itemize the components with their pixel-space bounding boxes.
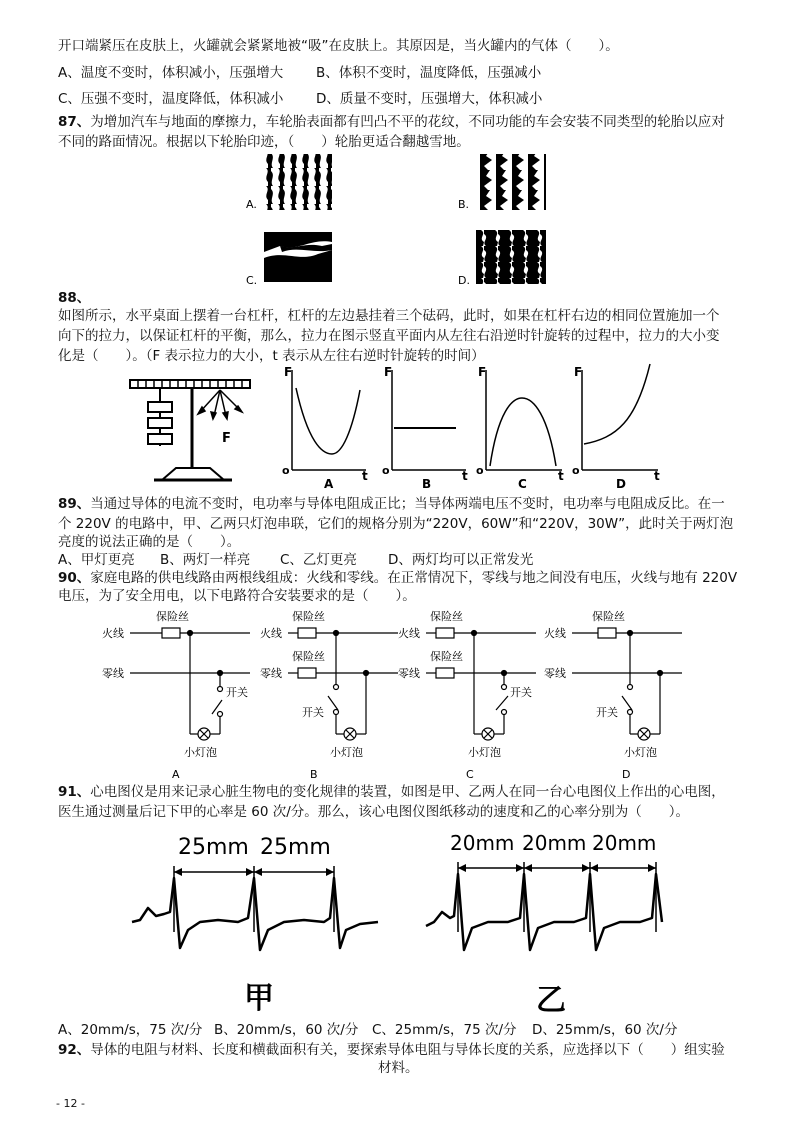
- page-number: - 12 -: [56, 1097, 85, 1110]
- circuit-a: [102, 609, 250, 781]
- tire-b: [458, 154, 546, 211]
- q91-line1: [58, 782, 725, 802]
- tire-a-label: A.: [246, 198, 257, 211]
- force-label: F: [222, 431, 231, 446]
- graph-d-label: D: [616, 477, 626, 491]
- ecg-jia-label: 甲: [244, 981, 274, 1016]
- q91-option-b: B、20mm/s，60 次/分: [214, 1022, 359, 1038]
- q91-option-c: C、25mm/s，75 次/分: [372, 1022, 517, 1038]
- tire-a: [246, 154, 332, 211]
- circuit-b-switch-label: 开关: [302, 706, 324, 719]
- graph-d-y-axis-label: F: [574, 365, 583, 379]
- q90-text1: 家庭电路的供电线路由两根线组成：火线和零线。在正常情况下，零线与地之间没有电压，火线与地有 220V: [90, 570, 738, 586]
- lever-figure: [126, 362, 256, 492]
- q91-number: 91、: [58, 784, 91, 800]
- circuit-a-neutral-label: 零线: [102, 667, 124, 680]
- circuit-c-neutral-label: 零线: [398, 667, 420, 680]
- circuit-figure: [100, 604, 720, 782]
- circuit-d-option-label: D: [622, 768, 631, 781]
- circuit-d-bulb-label: 小灯泡: [624, 746, 657, 759]
- q92-text1: 导体的电阻与材料、长度和横截面积有关，要探索导体电阻与导体长度的关系，应选择以下（ ）组实验: [90, 1042, 725, 1058]
- circuit-a-bulb-label: 小灯泡: [184, 746, 217, 759]
- q90-line1: [58, 568, 737, 588]
- weights: [148, 388, 172, 446]
- q92-line1: [58, 1040, 725, 1060]
- q90-line2: 电压，为了安全用电，以下电路符合安装要求的是（ ）。: [58, 588, 416, 604]
- force-arrows: [198, 390, 242, 419]
- circuit-a-fuse-label: 保险丝: [156, 610, 189, 623]
- q86-option-d: D、质量不变时，压强增大，体积减小: [316, 91, 543, 107]
- graph-d-origin-label: o: [572, 464, 580, 477]
- circuit-c-bulb-label: 小灯泡: [468, 746, 501, 759]
- ecg-yi-spacing-3: 20mm: [592, 831, 657, 855]
- q89-number: 89、: [58, 496, 91, 512]
- graph-d: [572, 364, 660, 491]
- circuit-b-fuse-label-live: 保险丝: [292, 610, 325, 623]
- graph-b-x-axis-label: t: [462, 469, 468, 483]
- graph-c-y-axis-label: F: [478, 365, 487, 379]
- graph-b: [382, 365, 468, 491]
- circuit-c-fuse-label-neutral: 保险丝: [430, 650, 463, 663]
- q89-option-d: D、两灯均可以正常发光: [388, 552, 534, 568]
- circuit-c-fuse-label-live: 保险丝: [430, 610, 463, 623]
- circuit-c-switch-label: 开关: [510, 686, 532, 699]
- q91-text1: 心电图仪是用来记录心脏生物电的变化规律的装置，如图是甲、乙两人在同一台心电图仪上作出的心电图，: [90, 784, 725, 800]
- graph-c-origin-label: o: [476, 464, 484, 477]
- graph-a-label: A: [324, 477, 334, 491]
- tire-c-label: C.: [246, 274, 258, 287]
- q91-option-a: A、20mm/s，75 次/分: [58, 1022, 203, 1038]
- circuit-b-fuse-label-neutral: 保险丝: [292, 650, 325, 663]
- circuit-a-live-label: 火线: [102, 627, 124, 640]
- graph-d-x-axis-label: t: [654, 469, 660, 483]
- q92-line2: 材料。: [378, 1060, 419, 1076]
- circuit-b-live-label: 火线: [260, 627, 282, 640]
- q87-line1: [58, 112, 725, 132]
- circuit-c: [398, 609, 536, 781]
- q86-stem-tail: 开口端紧压在皮肤上，火罐就会紧紧地被“吸”在皮肤上。其原因是，当火罐内的气体（ ）。: [58, 38, 619, 54]
- graph-b-y-axis-label: F: [384, 365, 393, 379]
- graph-a: [282, 365, 368, 491]
- circuit-c-option-label: C: [466, 768, 474, 781]
- circuit-d-fuse-label: 保险丝: [592, 610, 625, 623]
- q88-line3: 化是（ ）。（F 表示拉力的大小，t 表示从左往右逆时针旋转的时间）: [58, 348, 485, 364]
- q88-line1: 如图所示，水平桌面上摆着一台杠杆，杠杆的左边悬挂着三个砝码，此时，如果在杠杆右边的相同位置施加一个: [58, 308, 720, 324]
- q89-text1: 当通过导体的电流不变时，电功率与导体电阻成正比；当导体两端电压不变时，电功率与电阻成反比。在一: [90, 496, 725, 512]
- circuit-c-live-label: 火线: [398, 627, 420, 640]
- graph-c-label: C: [518, 477, 527, 491]
- graph-a-y-axis-label: F: [284, 365, 293, 379]
- q91-line2: 医生通过测量后记下甲的心率是 60 次/分。那么，该心电图仪图纸移动的速度和乙的心率分别为（ ）。: [58, 804, 690, 820]
- q89-option-b: B、两灯一样亮: [160, 552, 251, 568]
- circuit-b-option-label: B: [310, 768, 318, 781]
- tire-c: [246, 232, 332, 287]
- q88-number: 88、: [58, 290, 91, 306]
- circuit-a-switch-label: 开关: [226, 686, 248, 699]
- tire-d-label: D.: [458, 274, 470, 287]
- circuit-d-neutral-label: 零线: [544, 667, 566, 680]
- graph-b-label: B: [422, 477, 432, 491]
- ecg-yi-label: 乙: [536, 983, 566, 1018]
- q88-line2: 向下的拉力，以保证杠杆的平衡，那么，拉力在图示竖直平面内从左往右沿逆时针旋转的过程中，拉力的大小变: [58, 328, 720, 344]
- ecg-yi-spacing-2: 20mm: [522, 831, 587, 855]
- circuit-b-bulb-label: 小灯泡: [330, 746, 363, 759]
- q89-line2: 个 220V 的电路中，甲、乙两只灯泡串联，它们的规格分别为“220V，60W”和“220V，30W”，此时关于两灯泡: [58, 516, 734, 532]
- circuit-b: [260, 609, 398, 781]
- q90-number: 90、: [58, 570, 91, 586]
- q87-line2: 不同的路面情况。根据以下轮胎印迹，（ ）轮胎更适合翻越雪地。: [58, 134, 470, 150]
- q92-number: 92、: [58, 1042, 91, 1058]
- circuit-d-switch-label: 开关: [596, 706, 618, 719]
- q86-option-a: A、温度不变时，体积减小，压强增大: [58, 65, 284, 81]
- lever-top-bar: [130, 380, 250, 388]
- q86-option-b: B、体积不变时，温度降低，压强减小: [316, 65, 542, 81]
- ecg-figure: [128, 822, 668, 1022]
- tire-b-label: B.: [458, 198, 470, 211]
- graph-c-x-axis-label: t: [558, 469, 564, 483]
- q89-option-c: C、乙灯更亮: [280, 552, 357, 568]
- force-time-graphs: [276, 362, 666, 492]
- q89-option-a: A、甲灯更亮: [58, 552, 135, 568]
- ecg-jia-spacing-1: 25mm: [178, 835, 249, 860]
- q87-number: 87、: [58, 114, 91, 130]
- graph-a-origin-label: o: [282, 464, 290, 477]
- circuit-a-option-label: A: [172, 768, 180, 781]
- q86-option-c: C、压强不变时，温度降低，体积减小: [58, 91, 284, 107]
- circuit-d: [544, 609, 682, 781]
- ecg-jia: [132, 835, 378, 1016]
- q89-line1: [58, 494, 725, 514]
- graph-a-x-axis-label: t: [362, 469, 368, 483]
- circuit-b-neutral-label: 零线: [260, 667, 282, 680]
- q87-text1: 为增加汽车与地面的摩擦力，车轮胎表面都有凹凸不平的花纹，不同功能的车会安装不同类型的轮胎以应对: [90, 114, 725, 130]
- graph-c: [476, 365, 564, 491]
- q89-line3: 亮度的说法正确的是（ ）。: [58, 534, 241, 550]
- tire-tread-figure: [240, 150, 560, 290]
- ecg-yi: [426, 831, 662, 1018]
- ecg-yi-spacing-1: 20mm: [450, 831, 515, 855]
- tire-d: [458, 230, 546, 287]
- graph-b-origin-label: o: [382, 464, 390, 477]
- circuit-d-live-label: 火线: [544, 627, 566, 640]
- q91-option-d: D、25mm/s，60 次/分: [532, 1022, 678, 1038]
- ecg-jia-spacing-2: 25mm: [260, 835, 331, 860]
